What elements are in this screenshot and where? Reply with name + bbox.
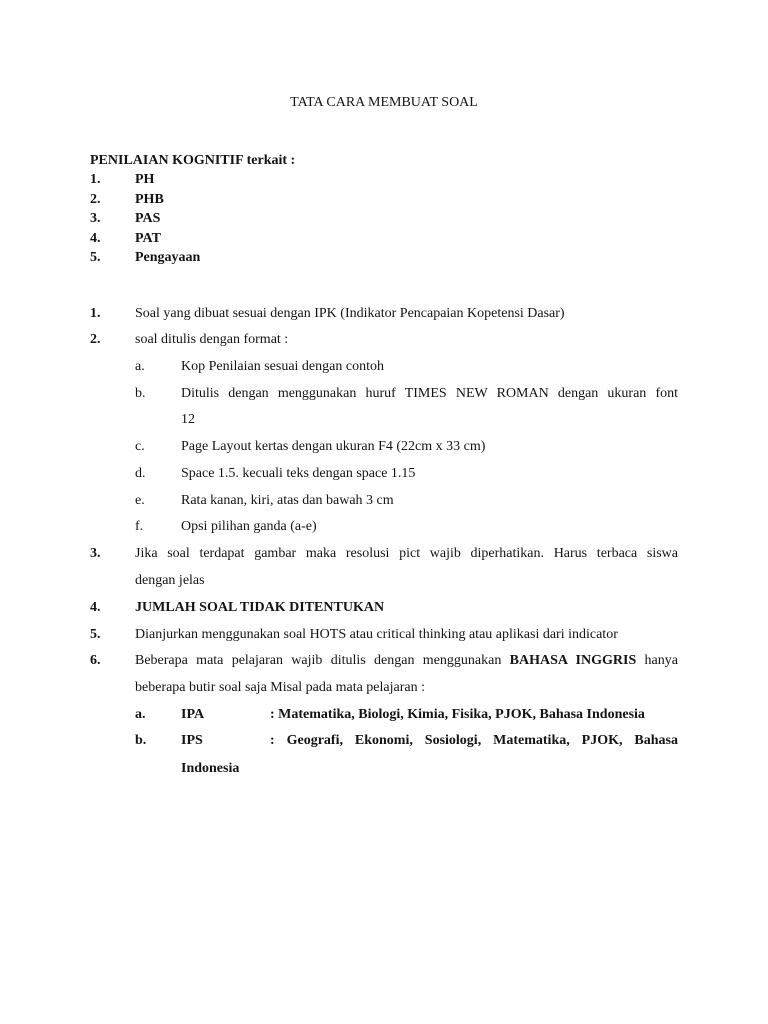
rule-text: JUMLAH SOAL TIDAK DITENTUKAN	[135, 600, 385, 615]
rule-4	[0, 595, 768, 622]
rule-6-continued	[0, 675, 768, 702]
rule-text: dengan jelas	[135, 573, 205, 588]
sub-text: Opsi pilihan ganda (a-e)	[181, 519, 317, 534]
rule-2	[0, 327, 768, 354]
sub-item-e	[0, 488, 768, 515]
rule-text-part: Beberapa mata pelajaran wajib ditulis dengan menggunakan	[135, 653, 510, 668]
list-number: 1.	[90, 172, 101, 187]
list-text: PAS	[135, 211, 161, 227]
sub-text: Kop Penilaian sesuai dengan contoh	[181, 359, 384, 374]
rule-text: beberapa butir soal saja Misal pada mata pelajaran :	[135, 680, 425, 695]
sub-item-a	[0, 354, 768, 381]
rule-text-emphasis: BAHASA INGGRIS	[509, 653, 637, 668]
list-text: PHB	[135, 191, 164, 207]
rule-number: 3.	[90, 546, 101, 561]
list-number: 2.	[90, 191, 101, 207]
sub-letter: e.	[135, 493, 145, 508]
rule-3	[0, 541, 768, 568]
subject-value: : Matematika, Biologi, Kimia, Fisika, PJOK, Bahasa Indonesia	[270, 707, 645, 722]
sub-letter: b.	[135, 733, 147, 748]
rule-5	[0, 622, 768, 649]
subject-label: IPA	[181, 707, 205, 722]
rule-text: Jika soal terdapat gambar maka resolusi pict wajib diperhatikan. Harus terbaca siswa	[135, 546, 678, 561]
sub-item-c	[0, 434, 768, 461]
rule-text: soal ditulis dengan format :	[135, 332, 289, 347]
rule-number: 2.	[90, 332, 101, 347]
document-title: TATA CARA MEMBUAT SOAL	[290, 95, 478, 110]
subject-item-ips-continued	[0, 756, 768, 783]
rule-number: 6.	[90, 653, 101, 668]
rule-text-part: hanya	[636, 653, 678, 668]
list-number: 3.	[90, 211, 101, 227]
sub-item-d	[0, 461, 768, 488]
subject-item-ipa	[0, 702, 768, 729]
sub-text: Ditulis dengan menggunakan huruf TIMES NEW ROMAN dengan ukuran font	[181, 386, 678, 401]
sub-letter: d.	[135, 466, 146, 481]
kognitif-heading: PENILAIAN KOGNITIF terkait :	[90, 153, 296, 168]
rule-6	[0, 648, 768, 675]
rule-number: 1.	[90, 306, 101, 321]
sub-item-f	[0, 514, 768, 541]
sub-item-b	[0, 381, 768, 408]
rule-number: 5.	[90, 627, 101, 642]
sub-text: Rata kanan, kiri, atas dan bawah 3 cm	[181, 493, 394, 508]
sub-text: Page Layout kertas dengan ukuran F4 (22cm x 33 cm)	[181, 439, 486, 454]
subject-item-ips	[0, 728, 768, 755]
sub-letter: a.	[135, 707, 146, 722]
list-number: 4.	[90, 230, 101, 246]
rule-number: 4.	[90, 600, 101, 615]
sub-letter: c.	[135, 439, 145, 454]
rule-text: Dianjurkan menggunakan soal HOTS atau critical thinking atau aplikasi dari indicator	[135, 627, 618, 642]
list-text: Pengayaan	[135, 250, 201, 266]
rule-3-continued	[0, 568, 768, 595]
rule-1	[0, 301, 768, 328]
list-text: PAT	[135, 230, 161, 246]
subject-value: Indonesia	[181, 761, 240, 776]
subject-label: IPS	[181, 733, 203, 748]
list-number: 5.	[90, 250, 101, 266]
sub-item-b-continued	[0, 407, 768, 434]
sub-text: Space 1.5. kecuali teks dengan space 1.15	[181, 466, 416, 481]
rule-text: Soal yang dibuat sesuai dengan IPK (Indikator Pencapaian Kopetensi Dasar)	[135, 306, 565, 321]
list-text: PH	[135, 172, 155, 187]
sub-letter: f.	[135, 519, 144, 534]
sub-text: 12	[181, 412, 195, 427]
sub-letter: b.	[135, 386, 146, 401]
rule-text	[135, 648, 678, 675]
subject-value: : Geografi, Ekonomi, Sosiologi, Matematika, PJOK, Bahasa	[270, 733, 678, 748]
sub-letter: a.	[135, 359, 145, 374]
